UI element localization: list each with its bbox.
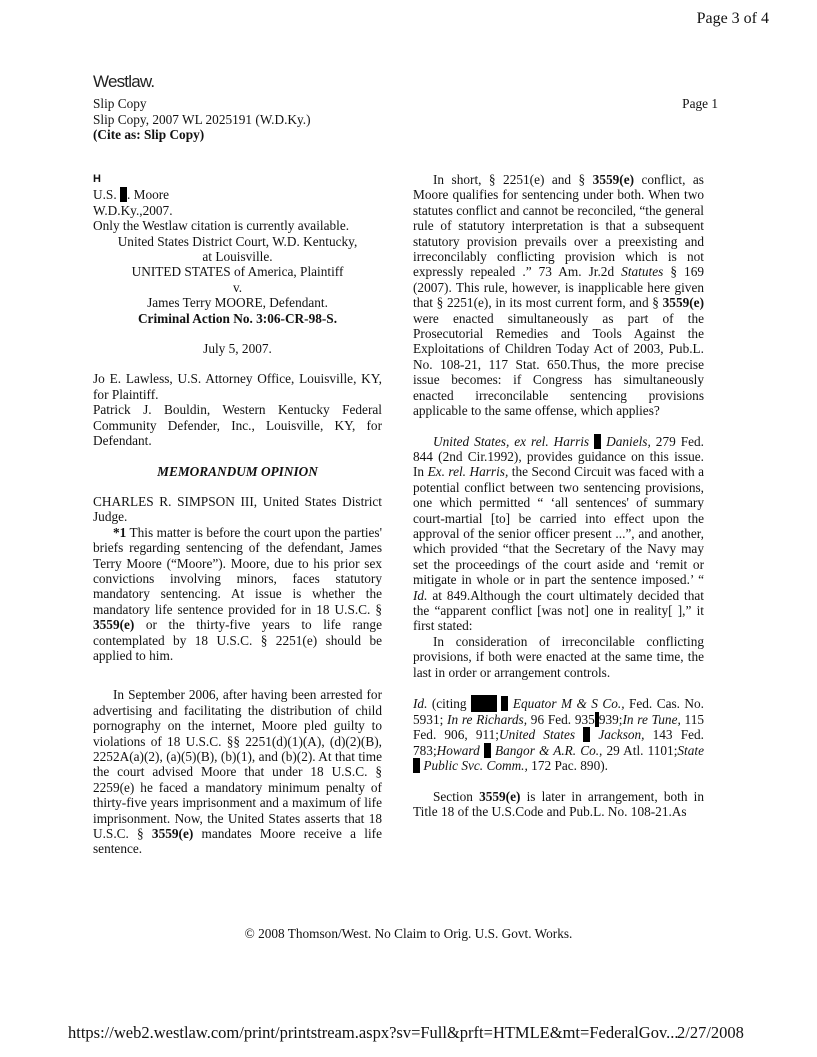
right-paragraph-2: United States, ex rel. Harris Daniels, 279 Fed. 844 (2nd Cir.1992), provides guidance on this issue. In Ex. rel. Harris, the Second Circuit was faced with a potential conflict between two sentencing provisions, one which permitted “ ‘all sentences' of summary court-martial [to] be carried into effect upon the approval of the senior officer present ...”, and another, which provided “that the Secretary of the Navy may set the proceedings of the court aside and ‘remit or mitigate in whole or in part the sentence imposed.’ “ Id. at 849.Although the court ultimately decided that the “apparent conflict [was not] one in reality[ ],” it first stated: [413, 433, 705, 634]
cite-line-3: (Cite as: Slip Copy) [93, 127, 205, 142]
right-paragraph-4: Section 3559(e) is later in arrangement, both in Title 18 of the U.S.Code and Pub.L. No. 108-21.As [413, 788, 705, 820]
footer-date: 2/27/2008 [677, 1023, 744, 1042]
left-column [93, 172, 382, 857]
block-quote: In consideration of irreconcilable conflicting provisions, if both were enacted at the same time, the last in order or arrangement controls. [413, 633, 704, 680]
decision-date: July 5, 2007. [203, 341, 272, 357]
paragraph-2: In September 2006, after having been arrested for advertising and facilitating the distribution of child pornography on the internet, Moore pled guilty to violations of 18 U.S.C. §§ 2251(d)(1)(A), (d)(2)(B), 2252A(a)(2), (a)(5)(B), (b)(1), and (b)(2). At that time the court advised Moore that under 18 U.S.C. § 2259(e) he faced a mandatory minimum penalty of thirty-five years imprisonment and a maximum of life imprisonment. Now, the United States asserts that 18 U.S.C. § 3559(e) mandates Moore receive a life sentence. [93, 687, 382, 857]
redaction [471, 695, 497, 712]
paragraph-1: *1 This matter is before the court upon the parties' briefs regarding sentencing of the defendant, James Terry Moore (“Moore”). Moore, due to his prior sex convictions involving minors, faces statutory mandatory sentencing. At issue is whether the mandatory life sentence provided for in 18 U.S.C. § 3559(e) or the thirty-five years to life range contemplated by 18 U.S.C. § 2251(e) should be applied to him. [93, 524, 382, 663]
redaction [120, 187, 127, 202]
cite-line-1: Slip Copy [93, 96, 147, 111]
copyright-notice: © 2008 Thomson/West. No Claim to Orig. U.S. Govt. Works. [244, 926, 573, 941]
right-column [413, 172, 704, 819]
opinion-heading: MEMORANDUM OPINION [157, 463, 318, 479]
case-name: U.S. . Moore [93, 187, 170, 203]
right-paragraph-3: Id. (citing Equator M & S Co., Fed. Cas. No. 5931; In re Richards, 96 Fed. 935 939;In re Tune, 115 Fed. 906, 911;United States Jackson, 143 Fed. 783;Howard Bangor & A.R. Co., 29 Atl. 1101;State Public Svc. Comm., 172 Pac. 890). [413, 696, 704, 774]
court-name: United States District Court, W.D. Kentucky, [117, 233, 358, 249]
page-label: Page 3 of 4 [696, 10, 769, 27]
counsel-plaintiff: Jo E. Lawless, U.S. Attorney Office, Louisville, KY, for Plaintiff. [93, 371, 382, 402]
redaction [484, 743, 491, 758]
versus: v. [232, 279, 243, 295]
westlaw-logo: Westlaw. [93, 72, 155, 91]
counsel-defendant: Patrick J. Bouldin, Western Kentucky Federal Community Defender, Inc., Louisville, KY, for Defendant. [93, 402, 382, 449]
judge-line: CHARLES R. SIMPSON III, United States District Judge. [93, 493, 382, 525]
redaction [413, 758, 420, 773]
plaintiff: UNITED STATES of America, Plaintiff [131, 264, 344, 280]
court-location: at Louisville. [202, 249, 273, 265]
citation-block [93, 96, 311, 143]
action-number: Criminal Action No. 3:06-CR-98-S. [137, 310, 338, 326]
defendant: James Terry MOORE, Defendant. [147, 295, 328, 311]
h-marker: H [93, 173, 101, 185]
availability-note: Only the Westlaw citation is currently available. [93, 218, 350, 234]
cite-line-2: Slip Copy, 2007 WL 2025191 (W.D.Ky.) [93, 111, 311, 127]
right-paragraph-1: In short, § 2251(e) and § 3559(e) conflict, as Moore qualifies for sentencing under both. When two statutes conflict and cannot be reconciled, “the general rule of statutory interpretation is that a subsequent statutory provision prevails over a preexisting and irreconcilably conflicting provision which is not expressly repealed .” 73 Am. Jr.2d Statutes § 169 (2007). This rule, however, is inapplicable here given that § 2251(e), in its most current form, and § 3559(e) were enacted simultaneously as part of the Prosecutorial Remedies and Tools Against the Exploitations of Children Today Act of 2003, Pub.L. No. 108-21, 117 Stat. 650.Thus, the more precise issue becomes: if Congress has simultaneously enacted irreconcilable sentencing provisions applicable to the same offense, which applies? [413, 172, 704, 419]
footer-url: https://web2.westlaw.com/print/printstream.aspx?sv=Full&prft=HTMLE&mt=FederalGov... [68, 1023, 679, 1042]
page-number: Page 1 [682, 96, 718, 111]
court-year: W.D.Ky.,2007. [93, 202, 173, 218]
